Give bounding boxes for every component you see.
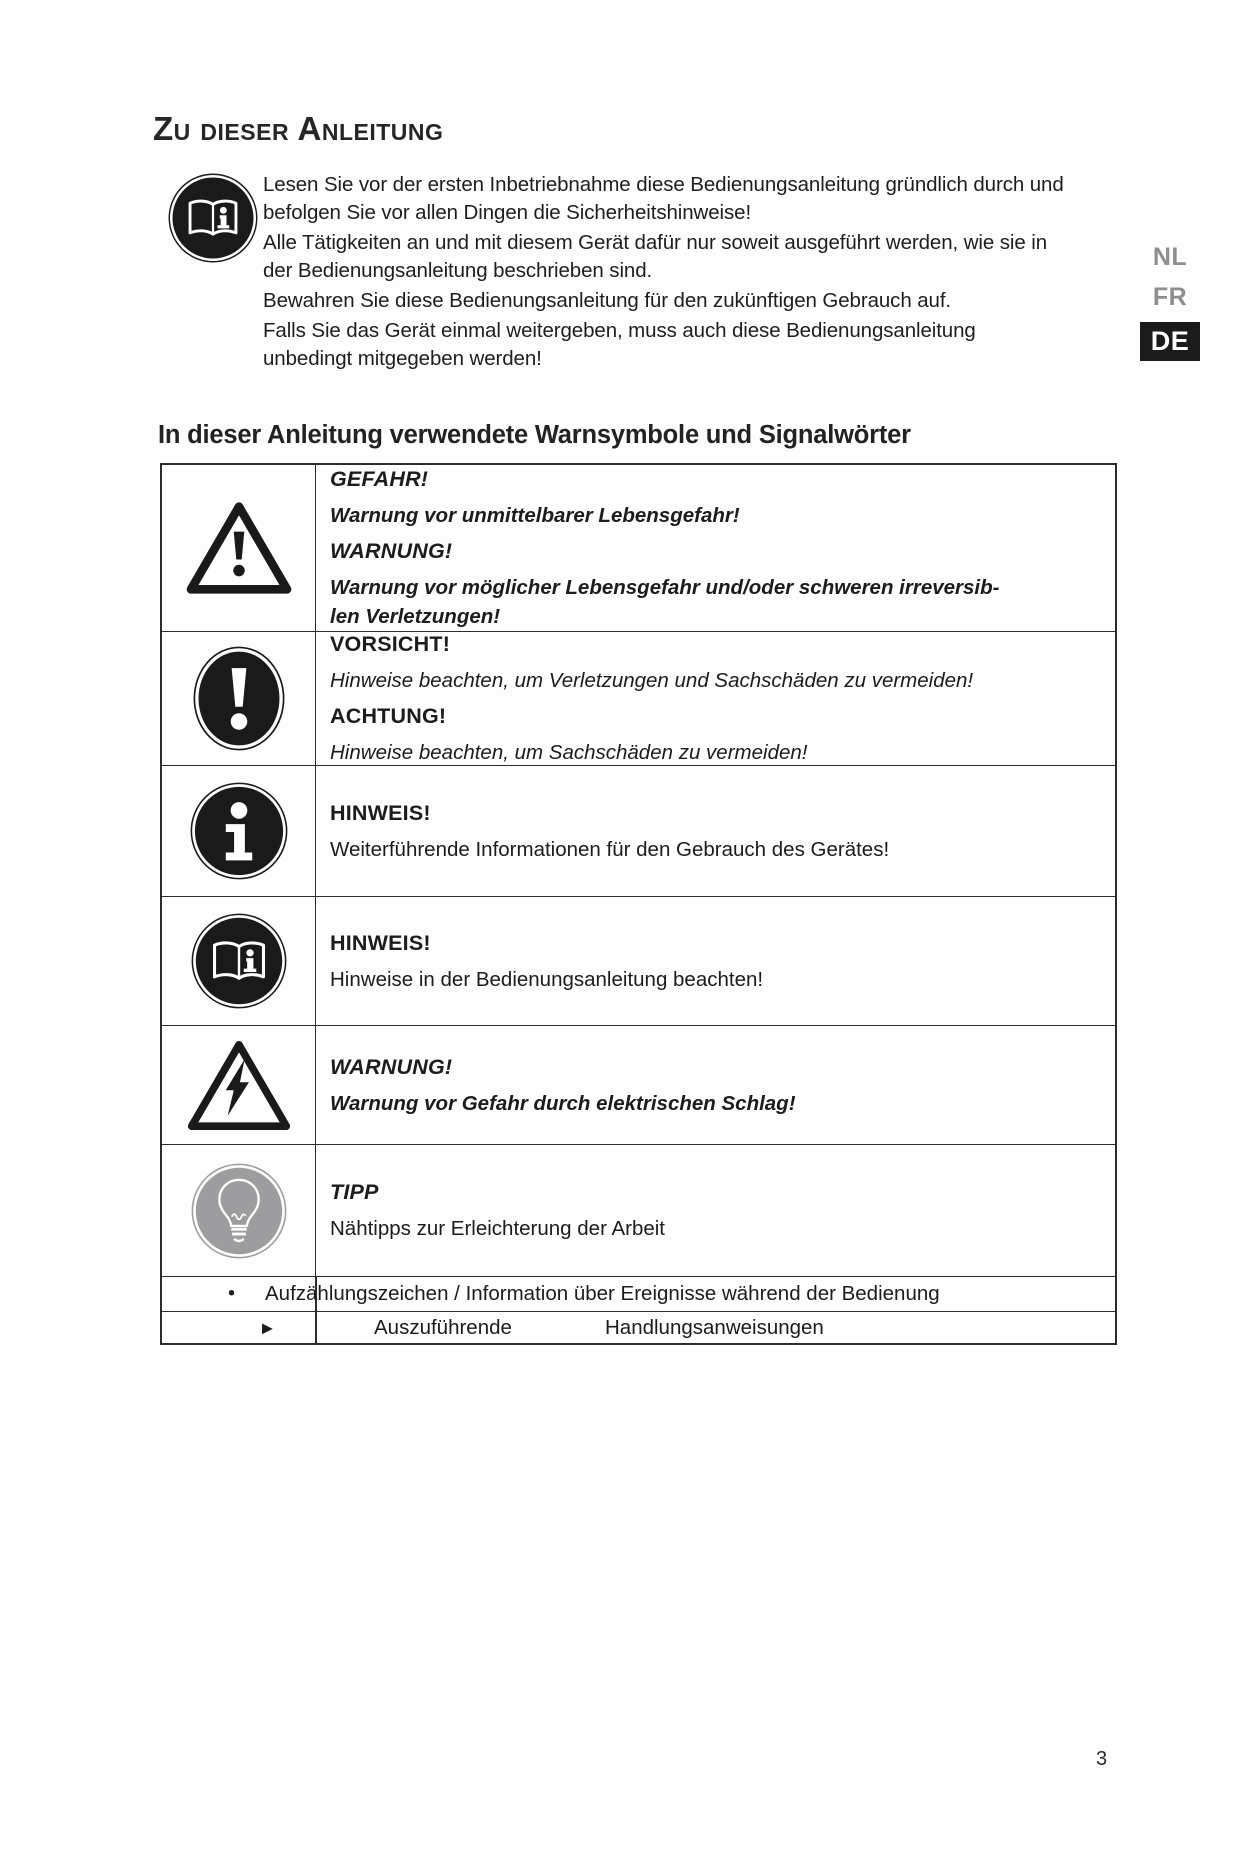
bullet-marker: • xyxy=(228,1282,236,1305)
table-row xyxy=(162,1144,1115,1276)
intro-paragraph: Alle Tätigkeiten an und mit diesem Gerät dafür nur soweit ausgeführt werden, wie sie in der Bedienungsanleitung beschrieben sind. xyxy=(263,231,1048,282)
warning-triangle-icon xyxy=(162,465,316,631)
signal-line: GEFAHR! xyxy=(330,467,429,492)
bullet-legend-row xyxy=(162,1276,1115,1311)
action-arrow-marker: ▶ xyxy=(262,1319,273,1336)
language-switcher xyxy=(1138,242,1202,361)
lang-tab-de: DE xyxy=(1140,322,1200,361)
signal-line: VORSICHT! xyxy=(330,632,451,657)
signal-text-cell xyxy=(316,1026,1115,1144)
signal-text-cell xyxy=(316,632,1115,765)
signal-line: HINWEIS! xyxy=(330,800,431,825)
signal-line: Weiterführende Informationen für den Gebrauch des Gerätes! xyxy=(330,837,890,861)
intro-paragraph: Bewahren Sie diese Bedienungsanleitung für den zukünftigen Gebrauch auf. xyxy=(263,289,952,312)
section-heading: In dieser Anleitung verwendete Warnsymbole und Signalwörter xyxy=(158,421,911,449)
signal-line: Hinweise beachten, um Sachschäden zu vermeiden! xyxy=(330,741,808,765)
signal-line: len Verletzungen! xyxy=(330,605,501,629)
action-legend-word: Handlungsanweisungen xyxy=(605,1315,824,1339)
exclamation-circle-icon xyxy=(162,632,316,765)
signal-line: Warnung vor unmittelbarer Lebensgefahr! xyxy=(330,504,740,528)
signal-line: Hinweise beachten, um Verletzungen und Sachschäden zu vermeiden! xyxy=(330,669,974,693)
signal-line: Nähtipps zur Erleichterung der Arbeit xyxy=(330,1217,666,1241)
electric-shock-triangle-icon xyxy=(162,1026,316,1144)
signal-text-cell xyxy=(316,897,1115,1025)
table-row xyxy=(162,896,1115,1025)
action-legend-word: Auszuführende xyxy=(374,1315,512,1339)
page-title: Zu dieser Anleitung xyxy=(153,110,444,147)
signal-line: TIPP xyxy=(330,1180,379,1205)
manual-book-circle-icon xyxy=(162,897,316,1025)
table-row xyxy=(162,631,1115,765)
signal-line: Hinweise in der Bedienungsanleitung beachten! xyxy=(330,967,764,991)
column-divider xyxy=(315,1312,317,1343)
read-manual-book-icon xyxy=(168,171,258,375)
warning-symbols-table xyxy=(160,463,1117,1345)
tip-bulb-icon xyxy=(162,1145,316,1276)
bullet-legend-text: Aufzählungszeichen / Information über Ereignisse während der Bedienung xyxy=(265,1282,940,1306)
signal-line: Warnung vor möglicher Lebensgefahr und/oder schweren irreversib- xyxy=(330,576,1000,600)
signal-line: HINWEIS! xyxy=(330,930,431,955)
signal-line: WARNUNG! xyxy=(330,539,453,564)
signal-text-cell xyxy=(316,766,1115,896)
info-circle-icon xyxy=(162,766,316,896)
manual-page xyxy=(0,112,1241,1866)
signal-line: ACHTUNG! xyxy=(330,704,447,729)
signal-text-cell xyxy=(316,465,1115,631)
table-row xyxy=(162,1025,1115,1144)
action-legend-row xyxy=(162,1311,1115,1343)
table-row xyxy=(162,765,1115,896)
intro-paragraph: Falls Sie das Gerät einmal weitergeben, muss auch diese Bedienungsanleitung unbedingt mitgegeben werden! xyxy=(263,319,976,370)
intro-block xyxy=(168,171,1241,375)
signal-line: Warnung vor Gefahr durch elektrischen Schlag! xyxy=(330,1091,796,1115)
intro-paragraph: Lesen Sie vor der ersten Inbetriebnahme diese Bedienungsanleitung gründlich durch und befolgen Sie vor allen Dingen die Sicherheitshinweise! xyxy=(263,173,1064,224)
page-number: 3 xyxy=(1096,1748,1108,1770)
lang-tab-fr: FR xyxy=(1152,283,1188,311)
intro-paragraphs xyxy=(263,171,1068,375)
signal-text-cell xyxy=(316,1145,1115,1276)
signal-line: WARNUNG! xyxy=(330,1054,453,1079)
table-row xyxy=(162,465,1115,631)
lang-tab-nl: NL xyxy=(1152,243,1188,271)
